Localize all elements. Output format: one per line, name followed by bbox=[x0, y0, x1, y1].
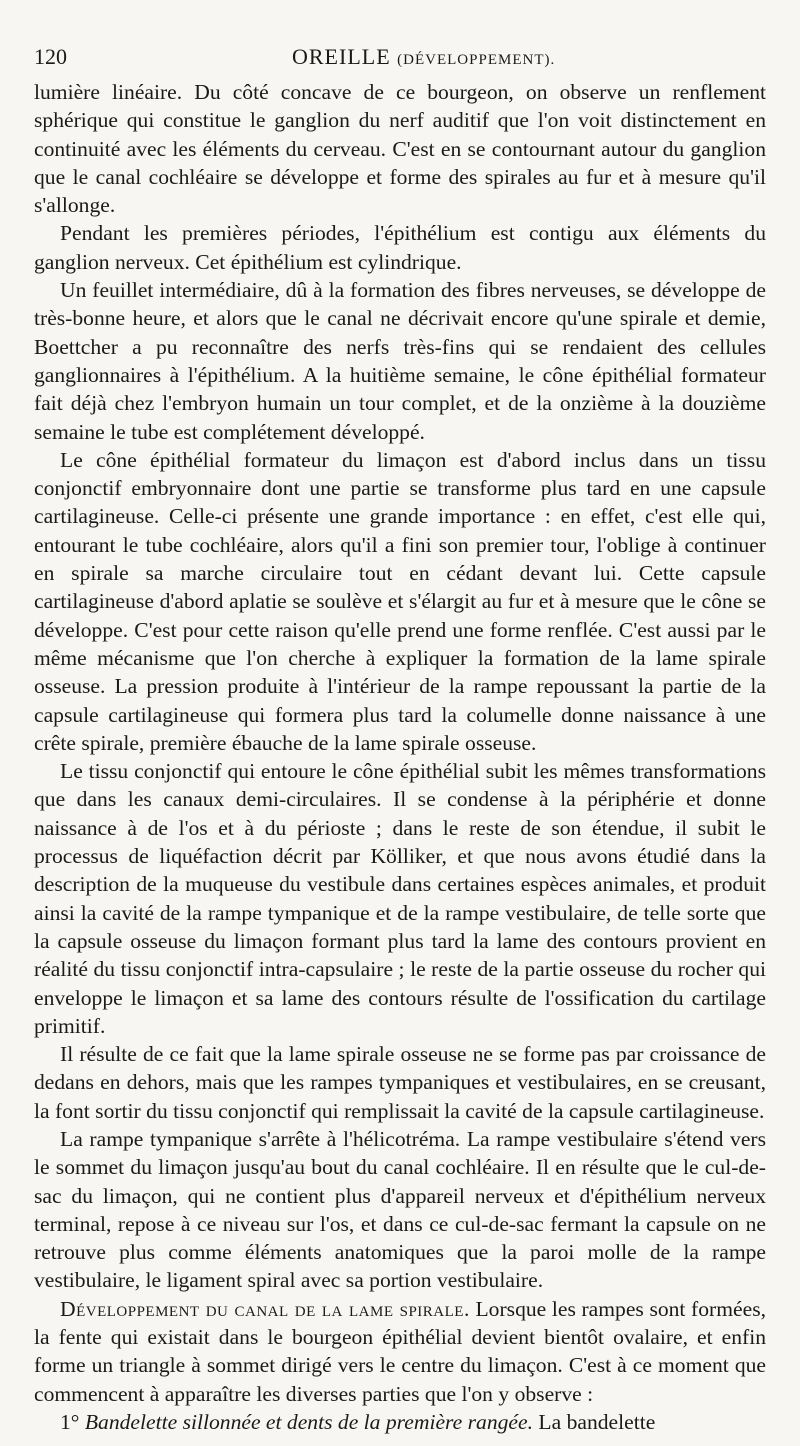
subsection-text: La bandelette bbox=[538, 1409, 656, 1434]
section-paragraph bbox=[34, 1295, 766, 1408]
paragraph-4: Le cône épithélial formateur du limaçon est d'abord inclus dans un tissu conjonctif embryonnaire dont une partie se transforme plus tard en une capsule cartilagineuse. Celle-ci présente une grande importance : en effet, c'est elle qui, entourant le tube cochléaire, alors qu'il a fini son premier tour, l'oblige à continuer en spirale sa marche circulaire tout en cédant devant lui. Cette capsule cartilagineuse d'abord aplatie se soulève et s'élargit au fur et à mesure que le cône se développe. C'est pour cette raison qu'elle prend une forme renflée. C'est aussi par le même mécanisme que l'on cherche à expliquer la formation de la lame spirale osseuse. La pression produite à l'intérieur de la rampe repoussant la partie de la capsule cartilagineuse qui formera plus tard la columelle donne naissance à une crête spirale, première ébauche de la lame spirale osseuse. bbox=[34, 447, 766, 755]
paragraph-2: Pendant les premières périodes, l'épithélium est contigu aux éléments du ganglion nerveux. Cet épithélium est cylindrique. bbox=[34, 221, 766, 274]
subsection-paragraph bbox=[34, 1408, 766, 1436]
running-title-main: OREILLE bbox=[292, 44, 391, 69]
paragraph-1: lumière linéaire. Du côté concave de ce bourgeon, on observe un renflement sphérique qui constitue le ganglion du nerf auditif que l'on voit distinctement en continuité avec les éléments du cerveau. C'est en se contournant autour du ganglion que le canal cochléaire se développe et forme des spirales au fur et à mesure qu'il s'allonge. bbox=[34, 80, 766, 218]
paragraph-6: Il résulte de ce fait que la lame spirale osseuse ne se forme pas par croissance de dedans en dehors, mais que les rampes tympaniques et vestibulaires, en se creusant, la font sortir du tissu conjonctif qui remplissait la cavité de la capsule cartilagineuse. bbox=[34, 1042, 766, 1123]
paragraph-7: La rampe tympanique s'arrête à l'hélicotréma. La rampe vestibulaire s'étend vers le sommet du limaçon jusqu'au bout du canal cochléaire. Il en résulte que le cul-de-sac du limaçon, qui ne contient plus d'appareil nerveux et d'épithélium nerveux terminal, repose à ce niveau sur l'os, et dans ce cul-de-sac fermant la capsule on ne retrouve plus comme éléments anatomiques que la paroi molle de la rampe vestibulaire, le ligament spiral avec sa portion vestibulaire. bbox=[34, 1126, 766, 1293]
section-heading: Développement du canal de la lame spirale. bbox=[60, 1296, 470, 1321]
subsection-number: 1° bbox=[60, 1409, 80, 1434]
paragraph-3: Un feuillet intermédiaire, dû à la formation des fibres nerveuses, se développe de très-bonne heure, et alors que le canal ne décrivait encore qu'une spirale et demie, Boettcher a pu reconnaître des nerfs très-fins qui se rendaient des cellules ganglionnaires à l'épithélium. A la huitième semaine, le cône épithélial formateur fait déjà chez l'embryon humain un tour complet, et de la onzième à la douzième semaine le tube est complétement développé. bbox=[34, 278, 766, 444]
page-number: 120 bbox=[34, 44, 67, 69]
running-title-sub: (DÉVELOPPEMENT). bbox=[397, 52, 556, 68]
running-title bbox=[292, 40, 555, 77]
section-text: Lorsque les rampes sont formées, la fente qui existait dans le bourgeon épithélial devient bientôt ovalaire, et enfin forme un triangle à sommet dirigé vers le centre du limaçon. C'est à ce moment que commencent à apparaître les diverses parties que l'on y observe : bbox=[34, 1296, 766, 1406]
body-text bbox=[34, 78, 766, 1436]
paragraph-5: Le tissu conjonctif qui entoure le cône épithélial subit les mêmes transformations que dans les canaux demi-circulaires. Il se condense à la périphérie et donne naissance à de l'os et à du périoste ; dans le reste de son étendue, il subit le processus de liquéfaction décrit par Kölliker, et que nous avons étudié dans la description de la muqueuse du vestibule dans certaines espèces animales, et produit ainsi la cavité de la rampe tympanique et de la rampe vestibulaire, de telle sorte que la capsule osseuse du limaçon formant plus tard la lame des contours provient en réalité du tissu conjonctif intra-capsulaire ; le reste de la partie osseuse du rocher qui enveloppe le limaçon et sa lame des contours résulte de l'ossification du cartilage primitif. bbox=[34, 759, 766, 1038]
running-head bbox=[34, 40, 766, 74]
subsection-heading: Bandelette sillonnée et dents de la première rangée. bbox=[84, 1409, 533, 1434]
